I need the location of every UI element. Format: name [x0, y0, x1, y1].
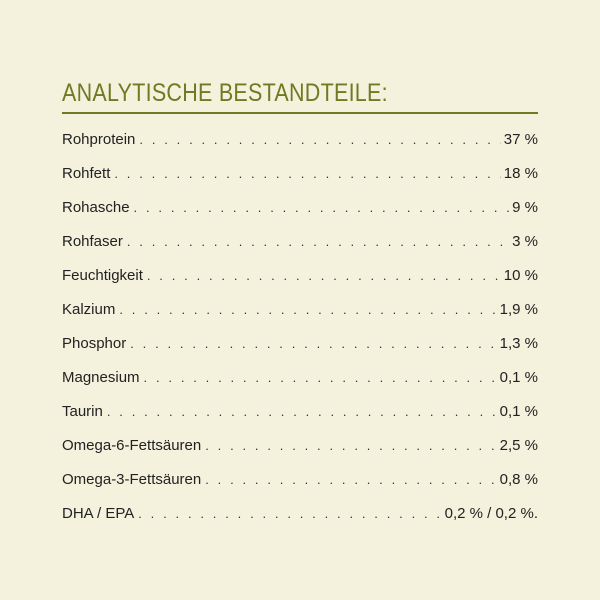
list-item-kalzium — [62, 301, 538, 335]
item-value: 0,1 % — [499, 369, 538, 386]
leader-dots — [114, 166, 500, 181]
section-heading: ANALYTISCHE BESTANDTEILE: — [62, 79, 388, 107]
item-value: 1,9 % — [499, 301, 538, 318]
item-value: 1,3 % — [499, 335, 538, 352]
leader-dots — [119, 302, 496, 317]
item-label: Rohprotein — [62, 131, 136, 148]
list-item-omega-6 — [62, 437, 538, 471]
list-item-rohasche — [62, 199, 538, 233]
item-value: 2,5 % — [499, 437, 538, 454]
list-item-feuchtigkeit — [62, 267, 538, 301]
item-value: 0,1 % — [499, 403, 538, 420]
item-value: 0,2 % / 0,2 %. — [444, 505, 538, 522]
item-label: Magnesium — [62, 369, 140, 386]
item-label: Omega-6-Fettsäuren — [62, 437, 202, 454]
heading-divider — [62, 112, 538, 114]
list-item-dha-epa — [62, 505, 538, 539]
leader-dots — [205, 472, 496, 487]
leader-dots — [130, 336, 496, 351]
item-label: Rohasche — [62, 199, 130, 216]
analysis-list — [62, 131, 538, 539]
item-value: 10 % — [503, 267, 538, 284]
leader-dots — [134, 200, 510, 215]
list-item-rohfaser — [62, 233, 538, 267]
item-label: Kalzium — [62, 301, 116, 318]
analysis-panel — [62, 78, 538, 539]
item-label: Taurin — [62, 403, 103, 420]
item-label: Rohfaser — [62, 233, 123, 250]
item-value: 3 % — [512, 233, 538, 250]
list-item-rohprotein — [62, 131, 538, 165]
list-item-omega-3 — [62, 471, 538, 505]
item-value: 37 % — [503, 131, 538, 148]
item-label: Feuchtigkeit — [62, 267, 143, 284]
leader-dots — [107, 404, 497, 419]
item-label: Rohfett — [62, 165, 111, 182]
leader-dots — [205, 438, 496, 453]
leader-dots — [127, 234, 509, 249]
leader-dots — [139, 132, 500, 147]
item-label: DHA / EPA — [62, 505, 135, 522]
item-value: 9 % — [512, 199, 538, 216]
leader-dots — [144, 370, 497, 385]
leader-dots — [138, 506, 441, 521]
item-label: Phosphor — [62, 335, 127, 352]
list-item-magnesium — [62, 369, 538, 403]
item-label: Omega-3-Fettsäuren — [62, 471, 202, 488]
leader-dots — [147, 268, 501, 283]
list-item-taurin — [62, 403, 538, 437]
item-value: 18 % — [503, 165, 538, 182]
list-item-phosphor — [62, 335, 538, 369]
item-value: 0,8 % — [499, 471, 538, 488]
list-item-rohfett — [62, 165, 538, 199]
